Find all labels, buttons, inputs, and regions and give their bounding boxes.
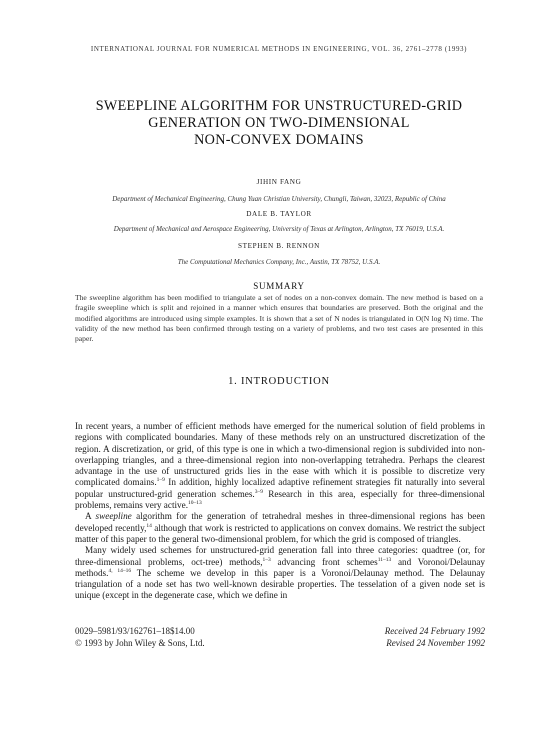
- title-line-3: NON-CONVEX DOMAINS: [194, 132, 364, 148]
- title-line-2: GENERATION ON TWO-DIMENSIONAL: [148, 115, 410, 131]
- footer-left: [75, 625, 205, 649]
- paragraph-3: Many widely used schemes for unstructured-grid generation fall into three categories: quadtree (or, for three-dimensional problems, oct-tree) methods,$^{1-3}$ advancing front schemes$^{11-13}$ and Voronoi/Delaunay methods.$^{4, 14-16}$ The scheme we develop in this paper is a Voronoi/Delaunay method. The Delaunay triangulation of a node set has two well-known desirable properties. The tesselation of a given node set is unique (except in the degenerate case, which we define in: [75, 545, 485, 601]
- body-text: [75, 421, 485, 602]
- paragraph-2: A sweepline algorithm for the generation of tetrahedral meshes in three-dimensional regions has been developed recently,$^{14}$ although that work is restricted to applications on convex domains. We restrict the subject matter of this paper to the general two-dimensional problem, for which the grid is composed of triangles.: [75, 511, 485, 544]
- footer-right: [340, 625, 485, 649]
- author-name-1: JIHIN FANG: [256, 178, 302, 186]
- received-date: Received 24 February 1992: [384, 626, 485, 636]
- summary-heading: SUMMARY: [253, 281, 305, 291]
- author-affiliation-1: Department of Mechanical Engineering, Chung Yuan Christian University, Chungli, Taiwan, 32023, Republic of China: [112, 195, 446, 203]
- section-heading: 1. INTRODUCTION: [228, 376, 330, 387]
- title-line-1: SWEEPLINE ALGORITHM FOR UNSTRUCTURED-GRID: [95, 98, 463, 114]
- author-affiliation-2: Department of Mechanical and Aerospace Engineering, University of Texas at Arlington, Arlington, TX 76019, U.S.A.: [113, 225, 445, 233]
- revised-date: Revised 24 November 1992: [386, 638, 485, 648]
- journal-header: INTERNATIONAL JOURNAL FOR NUMERICAL METHODS IN ENGINEERING, VOL. 36, 2761–2778 (1993): [90, 45, 468, 53]
- author-name-3: STEPHEN B. RENNON: [238, 242, 320, 250]
- paper-title: [40, 98, 518, 149]
- paragraph-1: In recent years, a number of efficient methods have emerged for the numerical solution of field problems in regions with complicated boundaries. Many of these methods rely on an unstructured discretization of the region. A discretization, or grid, of this type is one in which a two-dimensional region is subdivided into non-overlapping triangles, and a three-dimensional region into non-overlapping tetrahedra. Perhaps the clearest advantage in the use of unstructured grids lies in the ease with which it is possible to discretize very complicated domains.$^{1-9}$ In addition, highly localized adaptive refinement strategies fit naturally into several popular unstructured-grid generation schemes.$^{3-9}$ Research in this area, especially for three-dimensional problems, remains very active.$^{10-13}$: [75, 421, 486, 511]
- author-affiliation-3: The Computational Mechanics Company, Inc., Austin, TX 78752, U.S.A.: [177, 258, 381, 266]
- footer-copyright: © 1993 by John Wiley & Sons, Ltd.: [75, 638, 205, 648]
- author-name-2: DALE B. TAYLOR: [246, 210, 312, 218]
- summary-text: The sweepline algorithm has been modified to triangulate a set of nodes on a non-convex domain. The new method is based on a fragile sweepline which is split and rejoined in a manner which ensures that boundaries are preserved. Both the original and the modified algorithms are introduced using simple examples. It is shown that a set of N nodes is triangulated in O(N log N) time. The validity of the new method has been confirmed through testing on a variety of problems, and two test cases are presented in this paper.: [75, 293, 483, 344]
- footer-code: 0029–5981/93/162761–18$14.00: [75, 626, 195, 636]
